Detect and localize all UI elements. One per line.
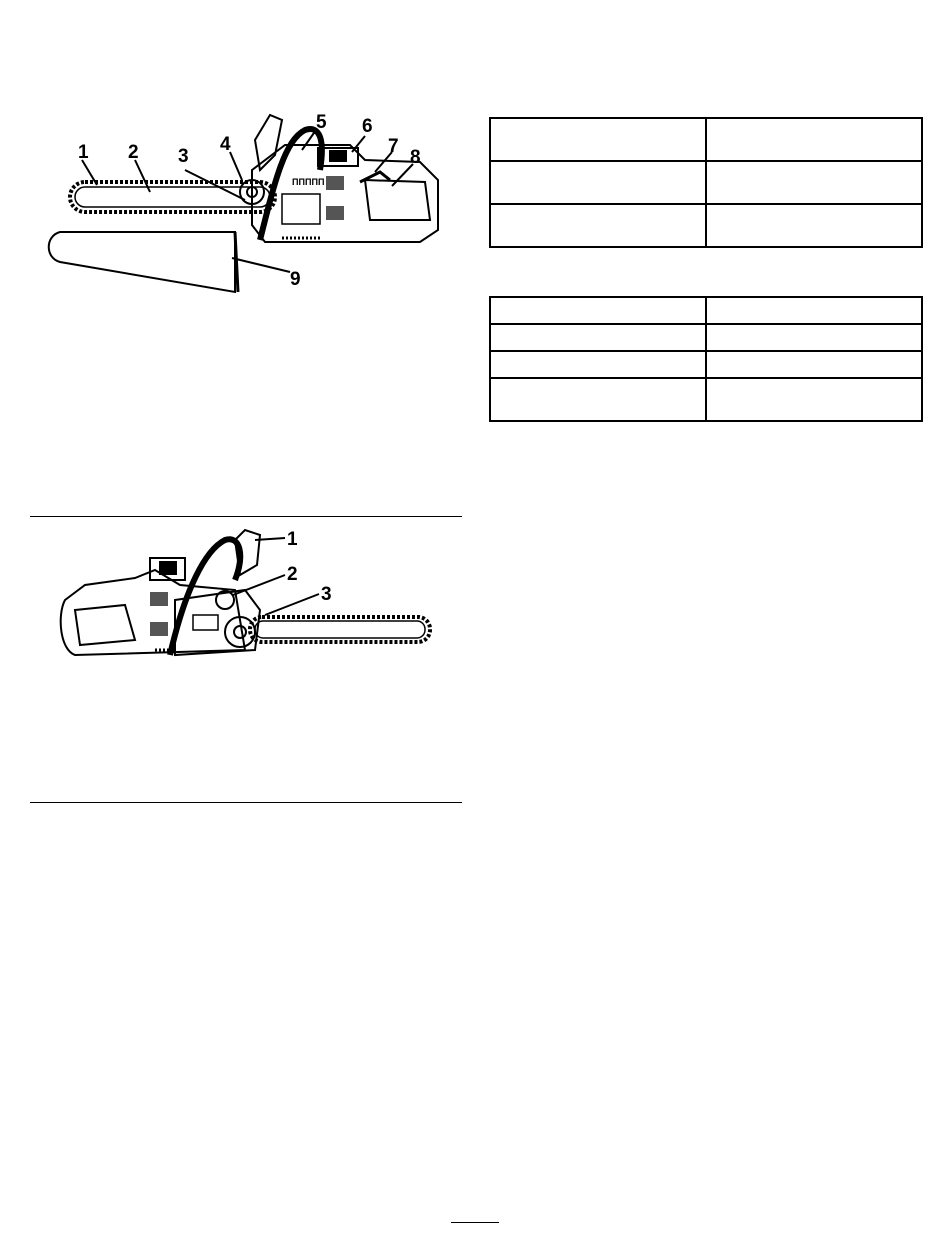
table-cell: [706, 161, 922, 204]
table-cell: [706, 204, 922, 247]
callout-3: 3: [178, 146, 189, 167]
table-cell: [706, 378, 922, 421]
table-row: [490, 297, 922, 324]
chainsaw-parts-figure: [20, 100, 470, 310]
table-row: [490, 378, 922, 421]
table-cell: [490, 351, 706, 378]
spec-table-2: [489, 296, 923, 422]
brand-mark: ΠΠΠΠΠ: [292, 177, 325, 187]
callout-2: 2: [128, 142, 139, 163]
table-cell: [490, 297, 706, 324]
spec-table-1: [489, 117, 923, 248]
table-row: [490, 351, 922, 378]
table-cell: [706, 118, 922, 161]
callout-9: 9: [290, 269, 301, 290]
chainsaw-side-figure: [45, 520, 445, 665]
callout-6: 6: [362, 116, 373, 137]
table-cell: [490, 378, 706, 421]
table-row: [490, 204, 922, 247]
footer-page-rule: [451, 1222, 499, 1223]
table-cell: [490, 118, 706, 161]
figure-divider-top: [30, 516, 462, 517]
callout-3: 3: [321, 584, 332, 605]
callout-7: 7: [388, 136, 399, 157]
callout-2: 2: [287, 564, 298, 585]
table-row: [490, 324, 922, 351]
table-cell: [706, 351, 922, 378]
callout-8: 8: [410, 147, 421, 168]
table-cell: [490, 161, 706, 204]
table-row: [490, 161, 922, 204]
callout-1: 1: [287, 529, 298, 550]
table-cell: [490, 204, 706, 247]
callout-4: 4: [220, 134, 231, 155]
callout-1: 1: [78, 142, 89, 163]
table-cell: [706, 324, 922, 351]
table-row: [490, 118, 922, 161]
table-cell: [490, 324, 706, 351]
figure-divider-bottom: [30, 802, 462, 803]
callout-5: 5: [316, 112, 327, 133]
table-cell: [706, 297, 922, 324]
